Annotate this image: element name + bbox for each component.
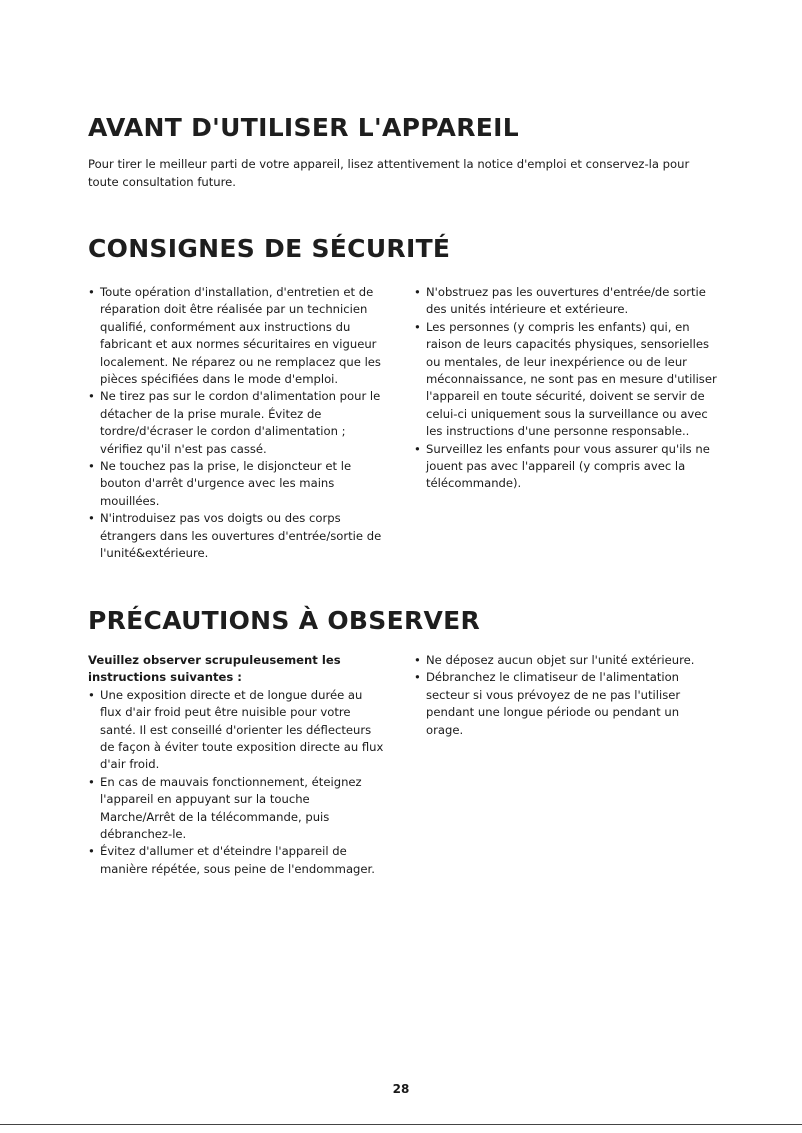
bullet-line: l'unité&extérieure. <box>100 546 209 561</box>
bullet-line: réparation doit être réalisée par un technicien <box>100 302 368 317</box>
bullet-line: Ne déposez aucun objet sur l'unité extérieure. <box>426 653 695 667</box>
bullet-line: qualifié, conformément aux instructions du <box>100 319 351 334</box>
bullet-line: En cas de mauvais fonctionnement, éteignez <box>100 774 362 789</box>
precautions-right-column <box>414 652 734 739</box>
bullet-line: Évitez d'allumer et d'éteindre l'appareil de <box>100 844 347 859</box>
heading-precautions: PRÉCAUTIONS À OBSERVER <box>88 606 481 635</box>
bullet-item <box>88 510 408 562</box>
bullet-icon: • <box>414 653 421 667</box>
bullet-line: Débranchez le climatiseur de l'alimentation <box>426 670 680 685</box>
bullet-line: secteur si vous prévoyez de ne pas l'utiliser <box>426 687 681 702</box>
bullet-icon: • <box>414 441 421 456</box>
bullet-item <box>414 669 734 739</box>
bullet-item <box>88 687 408 774</box>
bullet-line: raison de leurs capacités physiques, sensorielles <box>426 337 710 352</box>
bullet-line: Une exposition directe et de longue durée au <box>100 687 363 702</box>
bullet-icon: • <box>88 285 95 299</box>
precautions-left-list <box>88 687 408 878</box>
page-number: 28 <box>392 1082 410 1096</box>
bullet-line: Les personnes (y compris les enfants) qui, en <box>426 319 690 334</box>
intro-line: toute consultation future. <box>88 174 236 189</box>
bullet-icon: • <box>88 459 95 474</box>
bullet-item <box>88 284 408 388</box>
bullet-line: N'obstruez pas les ouvertures d'entrée/de sortie <box>426 285 706 299</box>
bullet-item <box>88 388 408 458</box>
bullet-line: Surveillez les enfants pour vous assurer qu'ils ne <box>426 441 710 456</box>
bullet-line: étrangers dans les ouvertures d'entrée/sortie de <box>100 528 382 543</box>
bullet-line: détacher de la prise murale. Évitez de <box>100 406 322 421</box>
bullet-line: l'appareil en appuyant sur la touche <box>100 792 310 807</box>
intro-paragraph <box>88 156 689 191</box>
bullet-icon: • <box>88 511 95 526</box>
bullet-item <box>414 319 734 441</box>
bullet-line: tordre/d'écraser le cordon d'alimentation ; <box>100 424 346 439</box>
bullet-item <box>414 652 734 669</box>
bullet-line: manière répétée, sous peine de l'endommager. <box>100 861 375 876</box>
bullet-line: l'appareil en toute sécurité, doivent se servir de <box>426 389 705 404</box>
intro-line: Pour tirer le meilleur parti de votre appareil, lisez attentivement la notice d'emploi et conservez-la pour <box>88 157 690 171</box>
bullet-item <box>88 774 408 844</box>
bullet-line: Ne tirez pas sur le cordon d'alimentation pour le <box>100 389 381 404</box>
bullet-line: bouton d'arrêt d'urgence avec les mains <box>100 476 335 491</box>
bullet-line: mouillées. <box>100 493 160 508</box>
bullet-line: Marche/Arrêt de la télécommande, puis <box>100 809 330 824</box>
bullet-line: localement. Ne réparez ou ne remplacez que les <box>100 354 381 369</box>
bullet-line: des unités intérieure et extérieure. <box>426 302 629 317</box>
bullet-line: méconnaissance, ne sont pas en mesure d'utiliser <box>426 372 717 387</box>
bullet-line: d'air froid. <box>100 757 160 772</box>
bullet-line: Toute opération d'installation, d'entretien et de <box>100 285 374 299</box>
safety-left-column <box>88 284 408 563</box>
safety-right-column <box>414 284 734 493</box>
heading-consignes-securite: CONSIGNES DE SÉCURITÉ <box>88 234 451 263</box>
bullet-item <box>88 458 408 510</box>
bullet-icon: • <box>414 319 421 334</box>
bullet-line: flux d'air froid peut être nuisible pour votre <box>100 705 351 720</box>
bullet-icon: • <box>414 670 421 685</box>
bullet-line: celui-ci uniquement sous la surveillance ou avec <box>426 406 708 421</box>
bullet-item <box>414 441 734 493</box>
bullet-line: orage. <box>426 722 464 737</box>
precautions-intro-line: instructions suivantes : <box>88 670 242 685</box>
bullet-line: pendant une longue période ou pendant un <box>426 705 680 720</box>
bullet-line: ou mentales, de leur inexpérience ou de leur <box>426 354 687 369</box>
bullet-line: les instructions d'une personne responsable.. <box>426 424 690 439</box>
bullet-line: N'introduisez pas vos doigts ou des corps <box>100 511 341 526</box>
bullet-item <box>88 843 408 878</box>
bullet-line: fabricant et aux normes sécuritaires en vigueur <box>100 337 377 352</box>
bullet-line: débranchez-le. <box>100 827 187 842</box>
bullet-icon: • <box>88 844 95 859</box>
bottom-rule <box>0 1124 802 1125</box>
bullet-icon: • <box>88 774 95 789</box>
precautions-intro-line: Veuillez observer scrupuleusement les <box>88 653 341 667</box>
heading-avant-utiliser: AVANT D'UTILISER L'APPAREIL <box>88 113 519 142</box>
bullet-icon: • <box>88 389 95 404</box>
bullet-line: de façon à éviter toute exposition directe au flux <box>100 740 384 755</box>
bullet-line: jouent pas avec l'appareil (y compris avec la <box>426 459 686 474</box>
bullet-line: pièces spécifiées dans le mode d'emploi. <box>100 372 339 387</box>
bullet-icon: • <box>88 687 95 702</box>
precautions-left-column <box>88 652 408 878</box>
bullet-icon: • <box>414 285 421 299</box>
bullet-line: télécommande). <box>426 476 522 491</box>
bullet-line: Ne touchez pas la prise, le disjoncteur et le <box>100 459 352 474</box>
bullet-line: vérifiez qu'il n'est pas cassé. <box>100 441 267 456</box>
precautions-intro <box>88 652 408 687</box>
bullet-line: santé. Il est conseillé d'orienter les déflecteurs <box>100 722 372 737</box>
bullet-item <box>414 284 734 319</box>
